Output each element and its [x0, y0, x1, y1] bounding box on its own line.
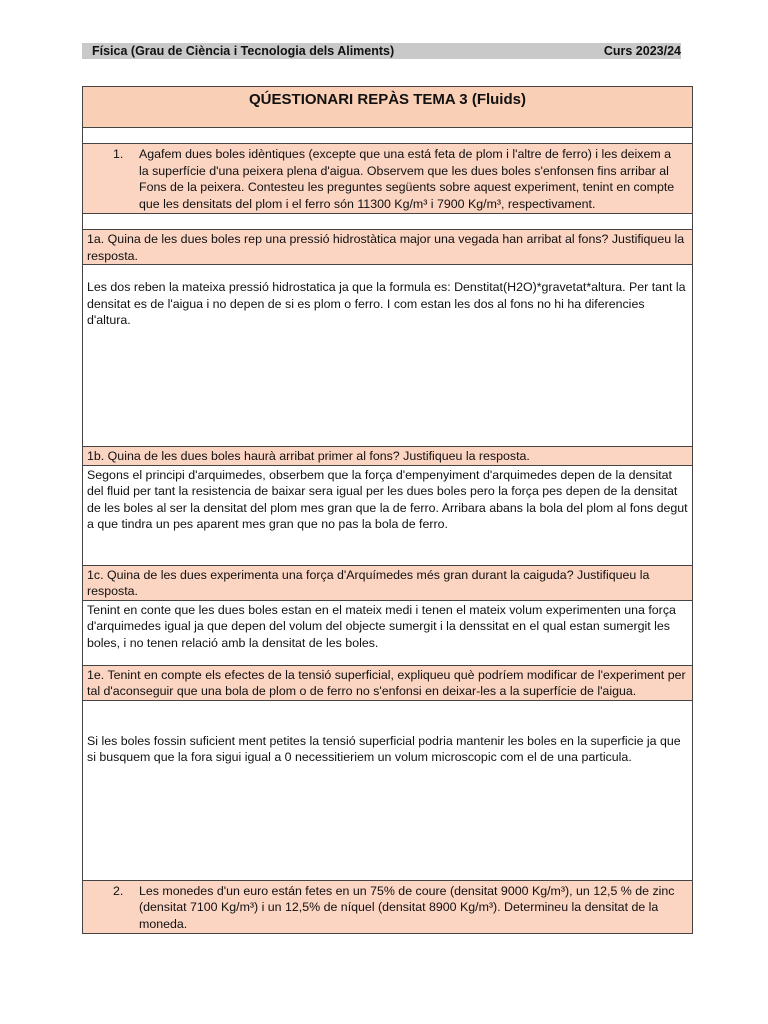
question-2-number: 2.	[113, 883, 124, 898]
question-2	[82, 881, 693, 935]
spacer-row	[82, 214, 693, 230]
answer-1e: Si les boles fossin suficient ment petites la tensió superficial podria mantenir les boles en la superficie ja que si busquem que la fora sigui igual a 0 necessitieriem un volum microscopic com el de una particula.	[82, 701, 693, 881]
spacer-row	[82, 128, 693, 144]
question-2-text: Les monedes d'un euro están fetes en un 75% de coure (densitat 9000 Kg/m³), un 12,5 % de zinc (densitat 7100 Kg/m³) i un 12,5% de níquel (densitat 8900 Kg/m³). Determineu la densitat de la moneda.	[139, 883, 675, 931]
question-1c: 1c. Quina de les dues experimenta una força d'Arquímedes més gran durant la caiguda? Justifiqueu la resposta.	[82, 566, 693, 601]
answer-1a: Les dos reben la mateixa pressió hidrostatica ja que la formula es: Denstitat(H2O)*gravetat*altura. Per tant la densitat es de l'aigua i no depen de si es plom o ferro. I com estan les dos al fons no hi ha diferencies d'altura.	[82, 265, 693, 447]
question-1b: 1b. Quina de les dues boles haurà arribat primer al fons? Justifiqueu la resposta.	[82, 447, 693, 466]
question-1-text: Agafem dues boles idèntiques (excepte que una está feta de plom i l'altre de ferro) i les deixem a la superfície d'una peixera plena d'aigua. Observem que les dues boles s'enfonsen fins arribar al Fons de la peixera. Contesteu les preguntes següents sobre aquest experiment, tenint en compte que les densitats del plom i el ferro són 11300 Kg/m³ i 7900 Kg/m³, respectivament.	[139, 147, 675, 211]
course-name: Física (Grau de Ciència i Tecnologia dels Aliments)	[92, 44, 395, 58]
questionnaire-title: QÚESTIONARI REPÀS TEMA 3 (Fluids)	[82, 86, 693, 128]
document-header	[82, 43, 681, 59]
question-1-number: 1.	[113, 147, 124, 161]
answer-1c: Tenint en conte que les dues boles estan en el mateix medi i tenen el mateix volum experimenten una força d'arquimedes igual ja que depen del volum del objecte sumergit i la denssitat en el qual estan sumergit les boles, i no tenen relació amb la densitat de les boles.	[82, 601, 693, 666]
course-year: Curs 2023/24	[603, 44, 681, 58]
question-1	[82, 144, 693, 214]
questionnaire-table	[82, 86, 693, 934]
question-1e: 1e. Tenint en compte els efectes de la tensió superficial, expliqueu què podríem modificar de l'experiment per tal d'aconseguir que una bola de plom o de ferro no s'enfonsi en deixar-les a la superfície de l'aigua.	[82, 666, 693, 701]
question-1a: 1a. Quina de les dues boles rep una pressió hidrostàtica major una vegada han arribat al fons? Justifiqueu la resposta.	[82, 230, 693, 265]
answer-1b: Segons el principi d'arquimedes, obserbem que la força d'empenyiment d'arquimedes depen de la densitat del fluid per tant la resistencia de baixar sera igual per les dues boles pero la força pes depen de la densitat de les boles al ser la densitat del plom mes gran que la de ferro. Arribara abans la bola del plom al fons degut a que tindra un pes aparent mes gran que no pas la bola de ferro.	[82, 466, 693, 566]
